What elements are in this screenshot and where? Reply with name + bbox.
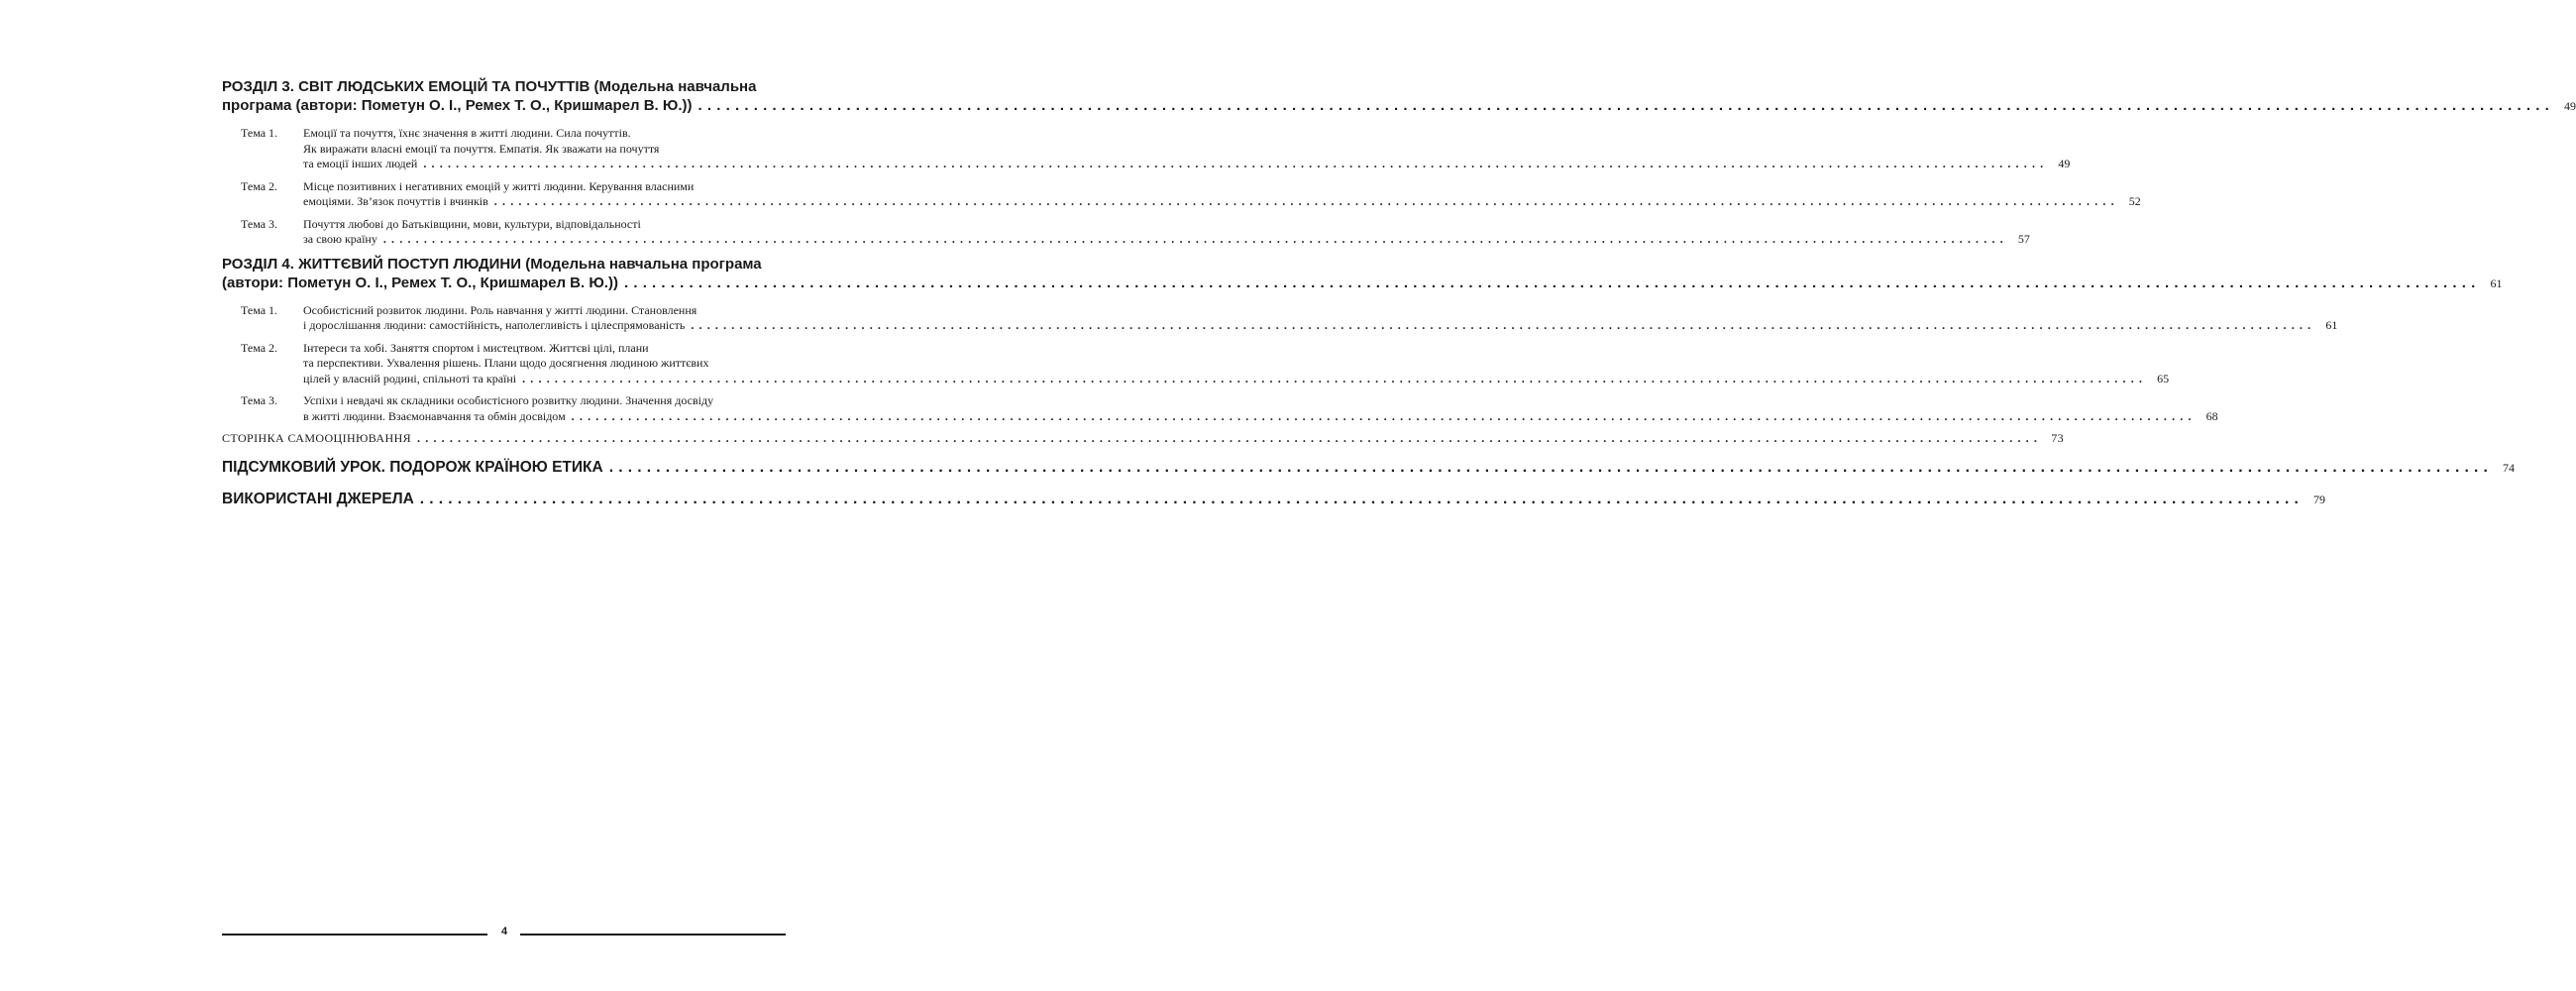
topic-text-line: і дорослішання людини: самостійність, наполегливість і цілеспрямованість	[303, 318, 686, 332]
dot-leader: ........................................................................................................................................................................................................	[522, 371, 2148, 385]
dot-leader: ........................................................................................................................................................................................................	[608, 459, 2493, 476]
topic-label: Тема 3.	[241, 216, 278, 231]
topic-text-line: Успіхи і невдачі як складники особистісного розвитку людини. Значення досвіду	[303, 393, 714, 407]
section-3-page: 49	[2564, 99, 2576, 113]
topic-page: 52	[2128, 194, 2141, 208]
sources-title: ВИКОРИСТАНІ ДЖЕРЕЛА	[222, 491, 414, 507]
dot-leader: ........................................................................................................................................................................................................	[382, 232, 2008, 246]
topic-text-line: та емоції інших людей	[303, 157, 418, 170]
topic-page: 68	[2205, 408, 2218, 423]
topic-text-line: в житті людини. Взаємонавчання та обмін досвідом	[303, 408, 566, 423]
topic-text-line: Інтереси та хобі. Заняття спортом і мистецтвом. Життєві цілі, плани	[303, 340, 649, 355]
topic-label: Тема 1.	[241, 126, 278, 140]
dot-leader: ........................................................................................................................................................................................................	[571, 408, 2197, 423]
final-lesson-entry[interactable]	[222, 458, 2515, 478]
topic-text-line: Емоції та почуття, їхнє значення в житті людини. Сила почуттів.	[303, 126, 631, 140]
section-3-topic-3[interactable]	[222, 216, 2030, 248]
dot-leader: ........................................................................................................................................................................................................	[419, 491, 2305, 507]
topic-text-line: емоціями. Зв’язок почуттів і вчинків	[303, 194, 488, 208]
section-4-title-line2: (автори: Пометун О. І., Ремех Т. О., Кришмарел В. Ю.))	[222, 274, 618, 291]
footer-rule-right	[520, 934, 786, 936]
topic-page: 61	[2325, 318, 2338, 332]
section-3-title-line1: РОЗДІЛ 3. СВІТ ЛЮДСЬКИХ ЕМОЦІЙ ТА ПОЧУТТІВ (Модельна навчальна	[222, 78, 757, 95]
final-lesson-title: ПІДСУМКОВИЙ УРОК. ПОДОРОЖ КРАЇНОЮ ЕТИКА	[222, 459, 603, 476]
self-assessment-page: 73	[2051, 431, 2065, 445]
dot-leader: ........................................................................................................................................................................................................	[417, 431, 2043, 445]
topic-text-line: Як виражати власні емоції та почуття. Емпатія. Як зважати на почуття	[303, 141, 660, 156]
section-3-entry[interactable]	[222, 77, 2576, 116]
topic-label: Тема 2.	[241, 340, 278, 355]
topic-text-line: Почуття любові до Батьківщини, мови, культури, відповідальності	[303, 216, 641, 231]
section-4-entry[interactable]	[222, 255, 2503, 293]
topic-text-line: та перспективи. Ухвалення рішень. Плани щодо досягнення людиною життєвих	[303, 356, 709, 370]
self-assessment-title: СТОРІНКА САМООЦІНЮВАННЯ	[222, 431, 412, 445]
section-3-topic-2[interactable]	[222, 178, 2141, 210]
topic-label: Тема 1.	[241, 302, 278, 317]
page-number: 4	[500, 926, 508, 937]
dot-leader: ........................................................................................................................................................................................................	[423, 157, 2049, 170]
topic-text-line: цілей у власній родині, спільноті та країні	[303, 371, 517, 385]
section-3-topic-1[interactable]	[222, 126, 2071, 172]
table-of-contents	[222, 77, 2576, 521]
topic-text-line: за свою країну	[303, 232, 377, 246]
sources-entry[interactable]	[222, 490, 2326, 509]
section-4-topic-3[interactable]	[222, 393, 2218, 424]
section-4-page: 61	[2490, 275, 2503, 290]
section-4-topic-2[interactable]	[222, 340, 2170, 387]
topic-page: 65	[2157, 371, 2170, 385]
section-4-title-line1: РОЗДІЛ 4. ЖИТТЄВИЙ ПОСТУП ЛЮДИНИ (Модельна навчальна програма	[222, 255, 762, 273]
section-3-title-line2: програма (автори: Пометун О. І., Ремех Т. О., Кришмарел В. Ю.))	[222, 97, 693, 114]
topic-page: 57	[2017, 232, 2030, 246]
section-4-topic-1[interactable]	[222, 302, 2338, 334]
dot-leader: ........................................................................................................................................................................................................	[623, 274, 2481, 291]
topic-text-line: Місце позитивних і негативних емоцій у житті людини. Керування власними	[303, 178, 695, 193]
final-lesson-page: 74	[2502, 461, 2515, 475]
sources-page: 79	[2313, 493, 2326, 506]
topic-text-line: Особистісний розвиток людини. Роль навчання у житті людини. Становлення	[303, 302, 698, 317]
topic-page: 49	[2058, 157, 2071, 170]
dot-leader: ........................................................................................................................................................................................................	[493, 194, 2119, 208]
topic-label: Тема 3.	[241, 393, 278, 407]
footer-rule-left	[222, 934, 487, 936]
dot-leader: ........................................................................................................................................................................................................	[691, 318, 2316, 332]
dot-leader: ........................................................................................................................................................................................................	[698, 97, 2554, 114]
topic-label: Тема 2.	[241, 178, 278, 193]
self-assessment-entry[interactable]	[222, 431, 2065, 446]
